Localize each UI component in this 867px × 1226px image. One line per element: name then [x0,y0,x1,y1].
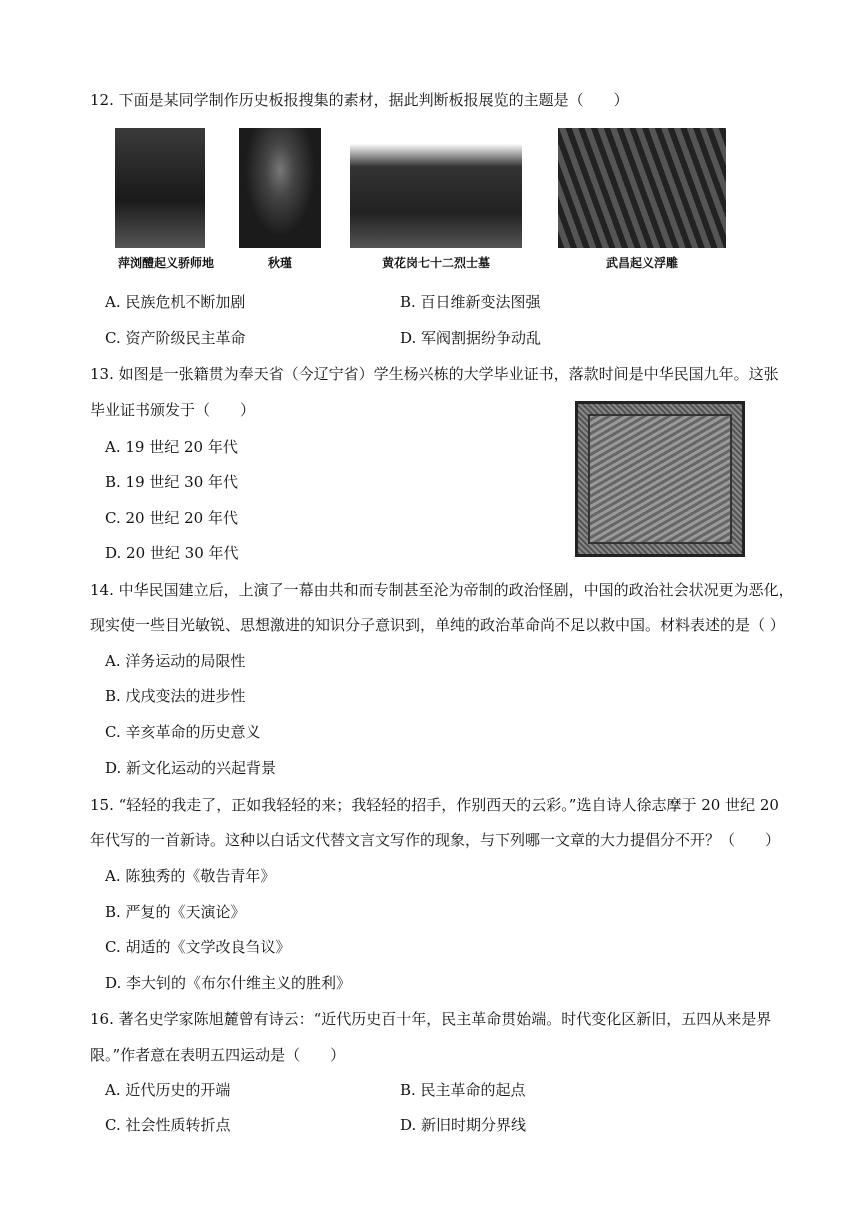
q15-option-d[interactable]: D. 李大钊的《布尔什维主义的胜利》 [105,974,352,992]
q12-caption-2: 秋瑾 [267,256,292,270]
q12-photo-relief [558,128,726,248]
q13-option-a[interactable]: A. 19 世纪 20 年代 [105,438,238,456]
q12-caption-3: 黄花岗七十二烈士墓 [381,256,490,270]
q14-stem-line2: 现实使一些目光敏锐、思想激进的知识分子意识到，单纯的政治革命尚不足以救中国。材料表述的是（ ） [90,616,785,634]
q14-option-b[interactable]: B. 戊戌变法的进步性 [105,687,246,705]
q12-option-c[interactable]: C. 资产阶级民主革命 [105,329,246,347]
q12-photo-portrait [239,128,321,248]
q16-option-b[interactable]: B. 民主革命的起点 [400,1081,526,1099]
q12-photo-site [115,128,205,248]
q12-photo-tomb [350,132,522,248]
q16-stem-line2: 限。”作者意在表明五四运动是（ ） [90,1046,346,1064]
q13-stem-line2: 毕业证书颁发于（ ） [90,401,256,419]
q14-option-d[interactable]: D. 新文化运动的兴起背景 [105,759,277,777]
q15-option-c[interactable]: C. 胡适的《文学改良刍议》 [105,938,291,956]
q16-option-d[interactable]: D. 新旧时期分界线 [400,1116,527,1134]
q12-option-a[interactable]: A. 民族危机不断加剧 [105,293,246,311]
q12-caption-4: 武昌起义浮雕 [605,256,678,270]
q13-stem-line1: 13. 如图是一张籍贯为奉天省（今辽宁省）学生杨兴栋的大学毕业证书，落款时间是中华民国九年。这张 [90,365,779,383]
q14-option-a[interactable]: A. 洋务运动的局限性 [105,652,246,670]
q16-option-a[interactable]: A. 近代历史的开端 [105,1081,231,1099]
q14-stem-line1: 14. 中华民国建立后，上演了一幕由共和而专制甚至沦为帝制的政治怪剧，中国的政治社会状况更为恶化， [90,581,794,599]
q12-option-d[interactable]: D. 军阀割据纷争动乱 [400,329,542,347]
q15-stem-line2: 年代写的一首新诗。这种以白话文代替文言文写作的现象，与下列哪一文章的大力提倡分不开？（ ） [90,831,781,849]
q13-option-b[interactable]: B. 19 世纪 30 年代 [105,473,239,491]
q12-stem: 12. 下面是某同学制作历史板报搜集的素材，据此判断板报展览的主题是（ ） [90,91,629,109]
q15-option-b[interactable]: B. 严复的《天演论》 [105,903,246,921]
q13-option-c[interactable]: C. 20 世纪 20 年代 [105,509,238,527]
q12-caption-1: 萍浏醴起义骄师地 [117,256,214,270]
q16-stem-line1: 16. 著名史学家陈旭麓曾有诗云：“近代历史百十年，民主革命贯始端。时代变化区新旧，五四从来是界 [90,1010,772,1028]
q13-option-d[interactable]: D. 20 世纪 30 年代 [105,544,239,562]
q16-option-c[interactable]: C. 社会性质转折点 [105,1116,231,1134]
q13-diploma-image [575,401,745,557]
q14-option-c[interactable]: C. 辛亥革命的历史意义 [105,723,261,741]
q15-option-a[interactable]: A. 陈独秀的《敬告青年》 [105,867,276,885]
q15-stem-line1: 15. “轻轻的我走了，正如我轻轻的来；我轻轻的招手，作别西天的云彩。”选自诗人徐志摩于 20 世纪 20 [90,796,779,814]
q12-option-b[interactable]: B. 百日维新变法图强 [400,293,541,311]
